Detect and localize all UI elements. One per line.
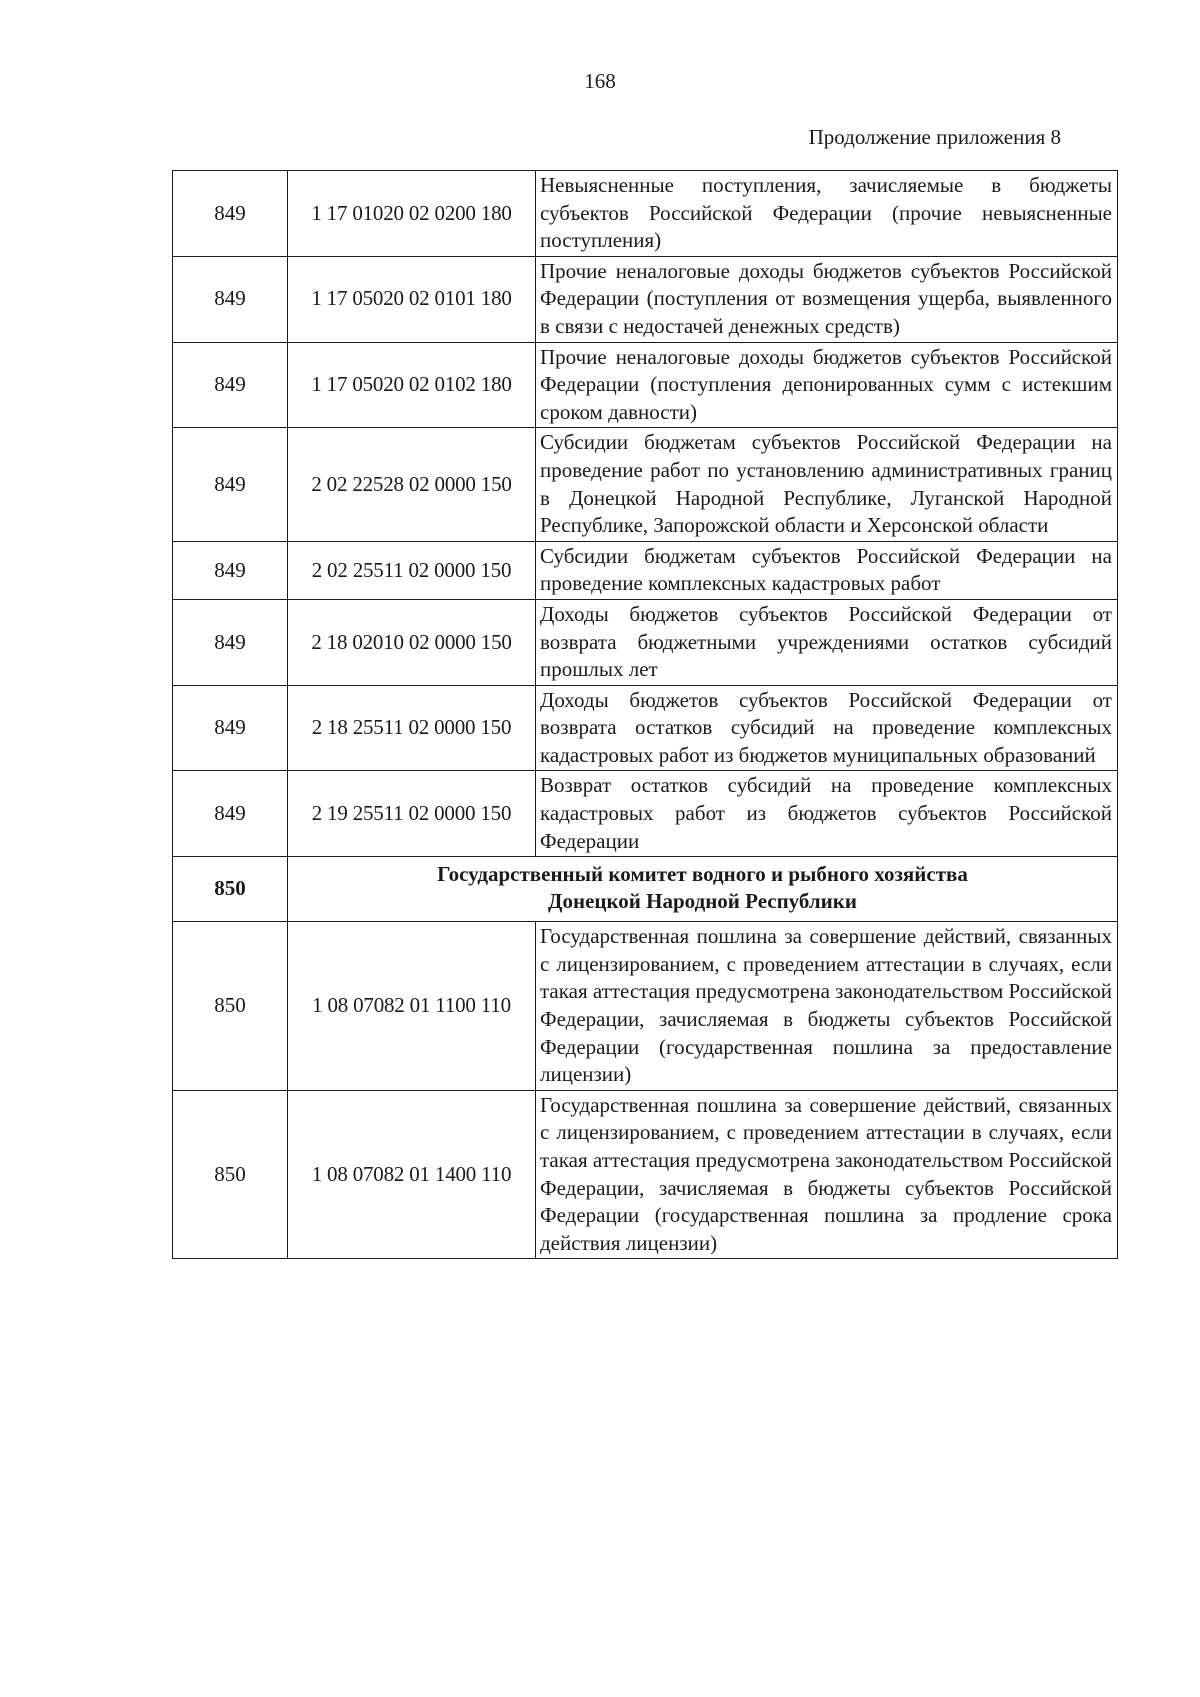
table-row bbox=[173, 171, 1118, 257]
administrator-code: 849 bbox=[173, 599, 288, 685]
administrator-code: 849 bbox=[173, 428, 288, 541]
table-row bbox=[173, 541, 1118, 599]
budget-classification-code: 2 18 25511 02 0000 150 bbox=[288, 685, 536, 771]
budget-classification-code: 2 19 25511 02 0000 150 bbox=[288, 771, 536, 857]
table-row bbox=[173, 685, 1118, 771]
administrator-code: 849 bbox=[173, 171, 288, 257]
revenue-name: Государственная пошлина за совершение действий, связанных с лицензированием, с проведением аттестации в случаях, если такая аттестация предусмотрена законодательством Российской Федерации, зачисляемая в бюджеты субъектов Российской Федерации (государственная пошлина за предоставление лицензии) bbox=[536, 922, 1118, 1091]
budget-classification-code: 1 08 07082 01 1400 110 bbox=[288, 1090, 536, 1259]
budget-codes-table bbox=[172, 170, 1118, 1259]
administrator-code: 849 bbox=[173, 541, 288, 599]
budget-classification-code: 2 02 25511 02 0000 150 bbox=[288, 541, 536, 599]
revenue-name: Государственная пошлина за совершение действий, связанных с лицензированием, с проведением аттестации в случаях, если такая аттестация предусмотрена законодательством Российской Федерации, зачисляемая в бюджеты субъектов Российской Федерации (государственная пошлина за продление срока действия лицензии) bbox=[536, 1090, 1118, 1259]
administrator-code: 849 bbox=[173, 342, 288, 428]
page-number: 168 bbox=[584, 69, 616, 93]
revenue-name: Субсидии бюджетам субъектов Российской Федерации на проведение комплексных кадастровых работ bbox=[536, 541, 1118, 599]
administrator-group-code: 850 bbox=[173, 857, 288, 922]
administrator-group-title-line-2: Донецкой Народной Республики bbox=[548, 889, 857, 914]
administrator-code: 849 bbox=[173, 256, 288, 342]
budget-classification-code: 2 02 22528 02 0000 150 bbox=[288, 428, 536, 541]
revenue-name: Прочие неналоговые доходы бюджетов субъектов Российской Федерации (поступления депонированных сумм с истекшим сроком давности) bbox=[536, 342, 1118, 428]
table-row bbox=[173, 1090, 1118, 1259]
revenue-name: Прочие неналоговые доходы бюджетов субъектов Российской Федерации (поступления от возмещения ущерба, выявленного в связи с недостачей денежных средств) bbox=[536, 256, 1118, 342]
table-row bbox=[173, 771, 1118, 857]
budget-classification-code: 1 17 05020 02 0101 180 bbox=[288, 256, 536, 342]
table-row bbox=[173, 599, 1118, 685]
budget-classification-code: 1 08 07082 01 1100 110 bbox=[288, 922, 536, 1091]
revenue-name: Доходы бюджетов субъектов Российской Федерации от возврата остатков субсидий на проведение комплексных кадастровых работ из бюджетов муниципальных образований bbox=[536, 685, 1118, 771]
table-row bbox=[173, 256, 1118, 342]
administrator-code: 849 bbox=[173, 685, 288, 771]
administrator-code: 849 bbox=[173, 771, 288, 857]
table-row bbox=[173, 922, 1118, 1091]
administrator-code: 850 bbox=[173, 1090, 288, 1259]
revenue-name: Субсидии бюджетам субъектов Российской Федерации на проведение работ по установлению административных границ в Донецкой Народной Республике, Луганской Народной Республике, Запорожской области и Херсонской области bbox=[536, 428, 1118, 541]
administrator-group-title-line-1: Государственный комитет водного и рыбного хозяйства bbox=[437, 862, 968, 887]
revenue-name: Невыясненные поступления, зачисляемые в бюджеты субъектов Российской Федерации (прочие невыясненные поступления) bbox=[536, 171, 1118, 257]
table-row bbox=[173, 428, 1118, 541]
budget-classification-code: 1 17 05020 02 0102 180 bbox=[288, 342, 536, 428]
revenue-name: Возврат остатков субсидий на проведение комплексных кадастровых работ из бюджетов субъектов Российской Федерации bbox=[536, 771, 1118, 857]
administrator-group-row bbox=[173, 857, 1118, 922]
appendix-continuation-label: Продолжение приложения 8 bbox=[808, 125, 1061, 149]
administrator-code: 850 bbox=[173, 922, 288, 1091]
administrator-group-title bbox=[288, 857, 1118, 922]
budget-codes-table-body bbox=[173, 171, 1118, 1259]
table-row bbox=[173, 342, 1118, 428]
revenue-name: Доходы бюджетов субъектов Российской Федерации от возврата бюджетными учреждениями остатков субсидий прошлых лет bbox=[536, 599, 1118, 685]
budget-classification-code: 2 18 02010 02 0000 150 bbox=[288, 599, 536, 685]
budget-classification-code: 1 17 01020 02 0200 180 bbox=[288, 171, 536, 257]
